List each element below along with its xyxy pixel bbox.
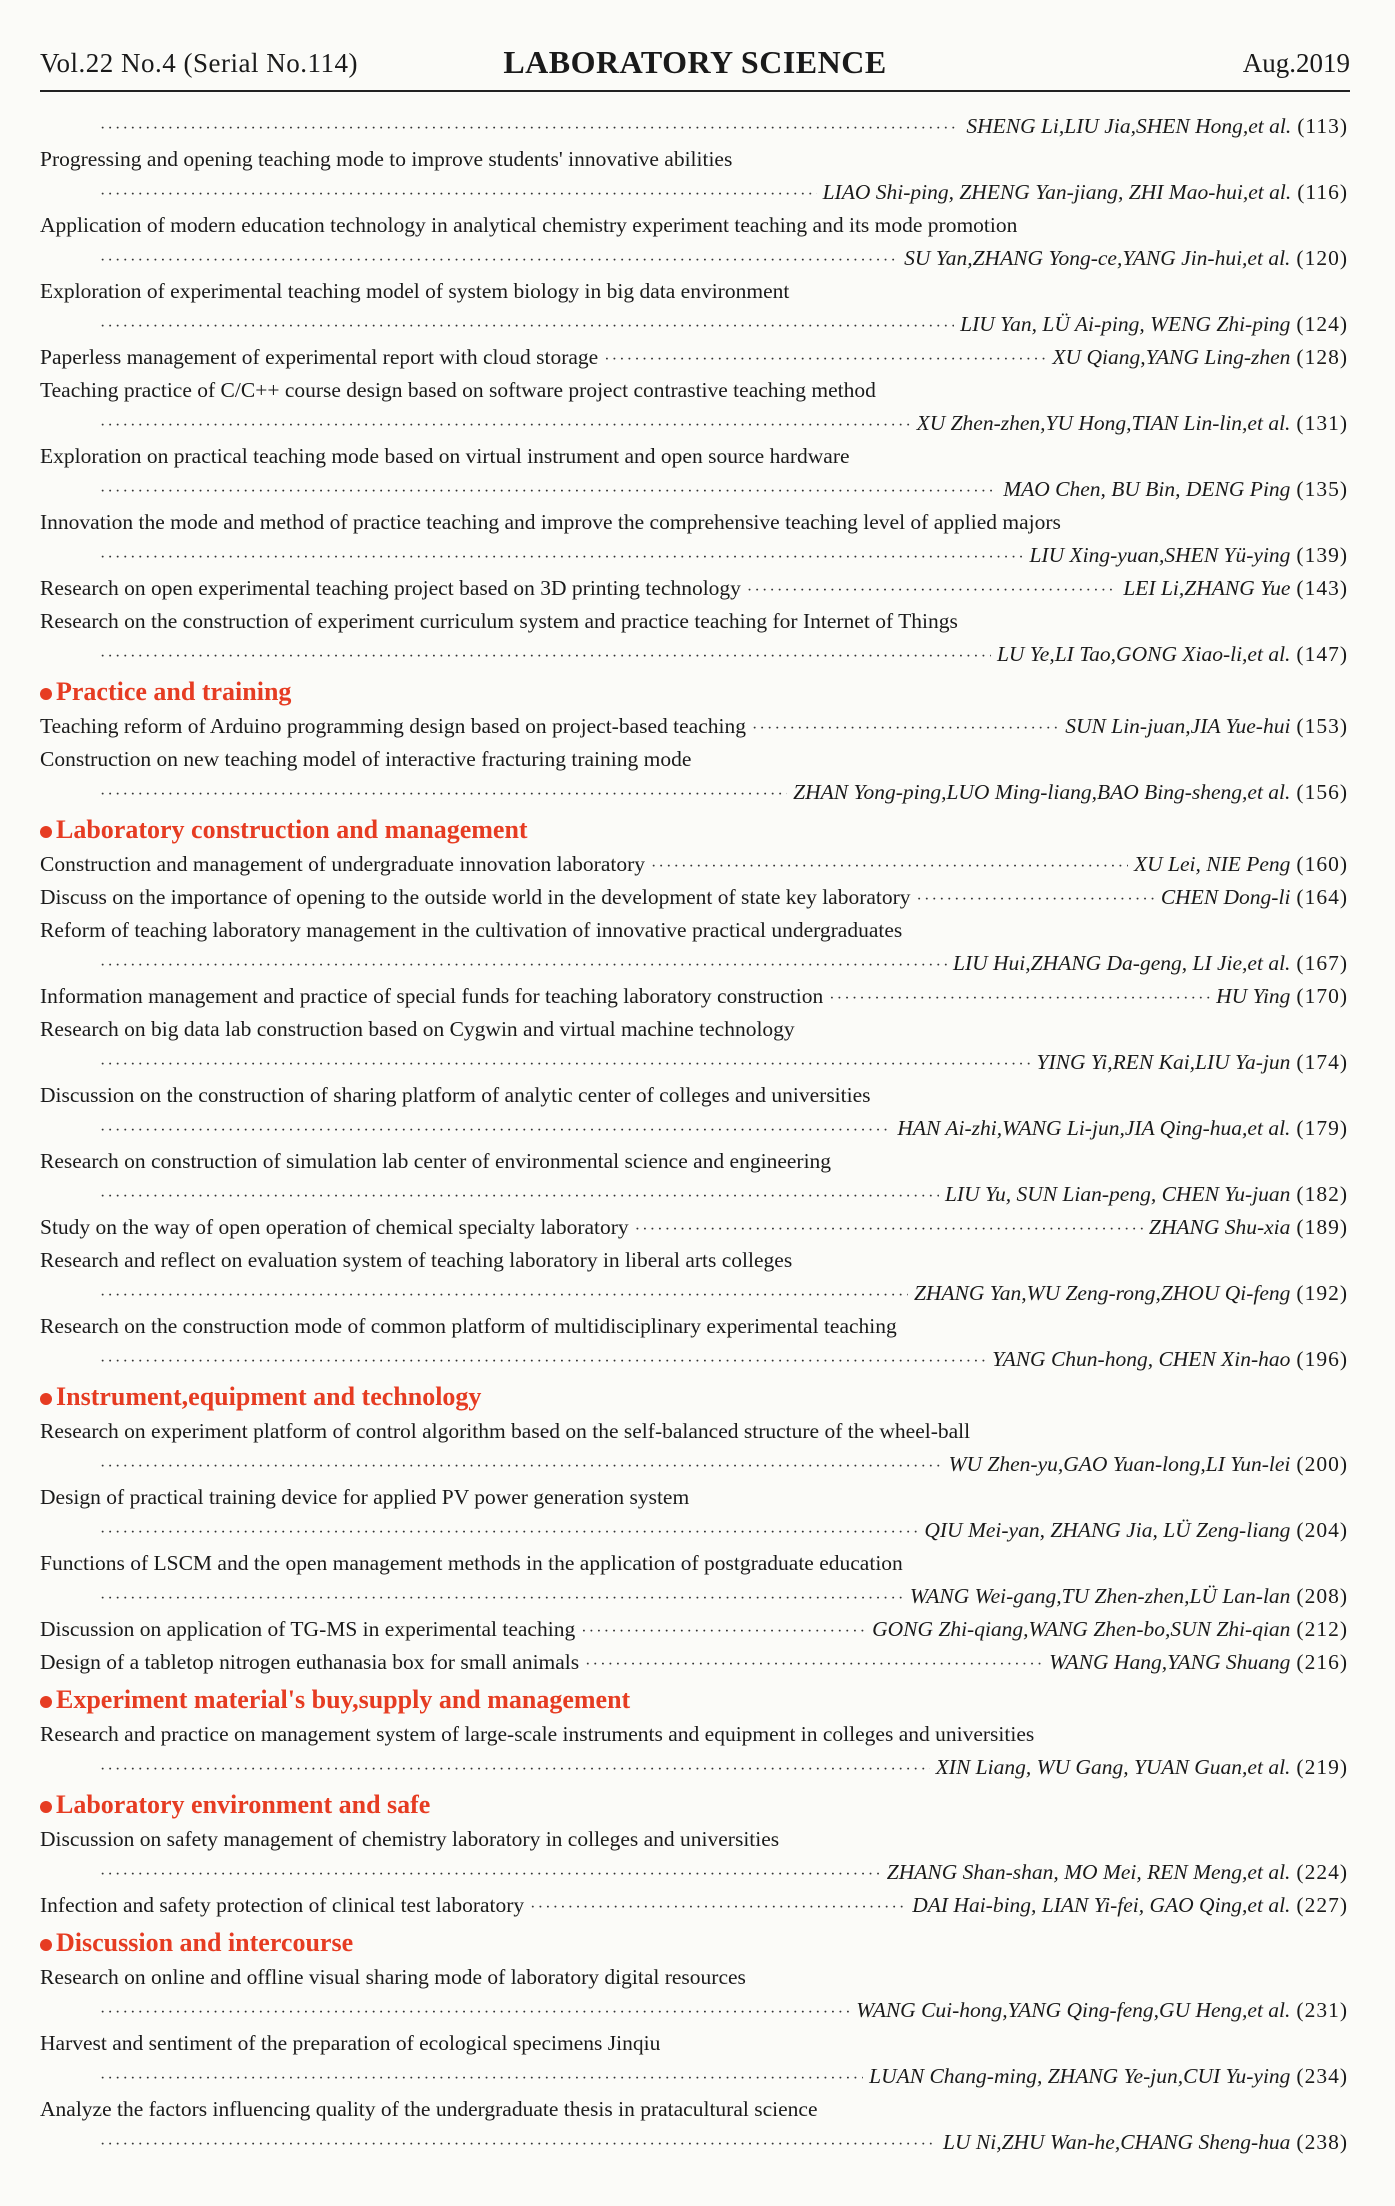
toc-entry [40, 947, 1348, 980]
dot-leader [100, 1279, 908, 1312]
article-authors: MAO Chen, BU Bin, DENG Ping [1003, 477, 1291, 501]
article-authors: LU Ye,LI Tao,GONG Xiao-li,et al. [996, 642, 1291, 666]
toc-entry [40, 1856, 1348, 1889]
toc-entry [40, 776, 1348, 809]
article-authors: GONG Zhi-qiang,WANG Zhen-bo,SUN Zhi-qian [872, 1617, 1291, 1641]
section-heading-label: Laboratory environment and safe [56, 1790, 431, 1819]
article-title[interactable]: Research on construction of simulation lab center of environmental science and engineering [40, 1149, 832, 1173]
page-number: (120) [1296, 246, 1348, 270]
toc-entry-title-row [40, 506, 1348, 539]
page-number: (182) [1296, 1182, 1348, 1206]
dot-leader [100, 1996, 850, 2029]
page-number: (231) [1296, 1998, 1348, 2022]
dot-leader [829, 982, 1210, 1015]
article-title[interactable]: Functions of LSCM and the open management methods in the application of postgraduate education [40, 1551, 903, 1575]
dot-leader [100, 640, 991, 673]
article-title[interactable]: Exploration of experimental teaching model of system biology in big data environment [40, 279, 790, 303]
dot-leader [100, 2062, 863, 2095]
article-title[interactable]: Exploration on practical teaching mode based on virtual instrument and open source hardware [40, 444, 850, 468]
toc-entry-title-row [40, 275, 1348, 308]
toc-entry [40, 881, 1348, 914]
dot-leader [917, 883, 1155, 916]
section-bullet-icon [40, 1696, 52, 1708]
dot-leader [100, 1180, 939, 1213]
dot-leader [752, 712, 1059, 745]
article-authors: DAI Hai-bing, LIAN Yi-fei, GAO Qing,et al. [912, 1893, 1291, 1917]
article-title[interactable]: Research on the construction mode of common platform of multidisciplinary experimental teaching [40, 1314, 897, 1338]
dot-leader [100, 1516, 918, 1549]
dot-leader [100, 1345, 986, 1378]
volume-info: Vol.22 No.4 (Serial No.114) [40, 48, 358, 78]
toc-entry [40, 473, 1348, 506]
toc-entry [40, 110, 1348, 143]
page-number: (170) [1296, 984, 1348, 1008]
page-number: (164) [1296, 885, 1348, 909]
toc-entry [40, 848, 1348, 881]
toc-entry-title-row [40, 1013, 1348, 1046]
section-heading [40, 674, 1348, 710]
toc-entry [40, 1178, 1348, 1211]
page-number: (227) [1296, 1893, 1348, 1917]
page-number: (124) [1296, 312, 1348, 336]
article-authors: XU Lei, NIE Peng [1133, 852, 1291, 876]
article-title[interactable]: Reform of teaching laboratory management in the cultivation of innovative practical undergraduates [40, 918, 903, 942]
section-heading [40, 1925, 1348, 1961]
dot-leader [100, 1450, 943, 1483]
toc-entry [40, 539, 1348, 572]
article-authors: WU Zhen-yu,GAO Yuan-long,LI Yun-lei [948, 1452, 1291, 1476]
article-title[interactable]: Research on open experimental teaching project based on 3D printing technology [40, 576, 741, 600]
section-bullet-icon [40, 1393, 52, 1405]
article-title[interactable]: Paperless management of experimental report with cloud storage [40, 345, 599, 369]
toc-entry-title-row [40, 1310, 1348, 1343]
toc-entry [40, 1343, 1348, 1376]
article-authors: QIU Mei-yan, ZHANG Jia, LÜ Zeng-liang [924, 1518, 1291, 1542]
page-number: (219) [1296, 1755, 1348, 1779]
journal-title: LABORATORY SCIENCE [503, 44, 887, 80]
dot-leader [100, 244, 898, 277]
toc-entry-title-row [40, 440, 1348, 473]
article-authors: ZHANG Yan,WU Zeng-rong,ZHOU Qi-feng [913, 1281, 1291, 1305]
article-title[interactable]: Study on the way of open operation of chemical specialty laboratory [40, 1215, 629, 1239]
issue-date: Aug.2019 [1242, 48, 1350, 78]
section-heading-label: Laboratory construction and management [56, 815, 528, 844]
toc-entry [40, 1889, 1348, 1922]
page-number: (238) [1296, 2130, 1348, 2154]
section-heading-label: Practice and training [56, 677, 292, 706]
page-number: (143) [1296, 576, 1348, 600]
page-number: (167) [1296, 951, 1348, 975]
section-bullet-icon [40, 826, 52, 838]
page-number: (147) [1296, 642, 1348, 666]
page-number: (192) [1296, 1281, 1348, 1305]
article-authors: ZHAN Yong-ping,LUO Ming-liang,BAO Bing-sheng,et al. [793, 780, 1291, 804]
article-authors: SUN Lin-juan,JIA Yue-hui [1065, 714, 1291, 738]
dot-leader [100, 541, 1023, 574]
dot-leader [100, 949, 947, 982]
article-authors: XU Qiang,YANG Ling-zhen [1052, 345, 1291, 369]
toc-entry-title-row [40, 2093, 1348, 2126]
toc-entry [40, 407, 1348, 440]
page-number: (208) [1296, 1584, 1348, 1608]
page-number: (200) [1296, 1452, 1348, 1476]
article-authors: ZHANG Shan-shan, MO Mei, REN Meng,et al. [886, 1860, 1291, 1884]
page-number: (179) [1296, 1116, 1348, 1140]
dot-leader [100, 409, 911, 442]
article-title[interactable]: Construction and management of undergraduate innovation laboratory [40, 852, 646, 876]
toc-entry [40, 2060, 1348, 2093]
dot-leader [100, 1048, 1031, 1081]
toc-entry-title-row [40, 1244, 1348, 1277]
article-authors: LIU Yu, SUN Lian-peng, CHEN Yu-juan [944, 1182, 1291, 1206]
section-bullet-icon [40, 688, 52, 700]
article-authors: WANG Wei-gang,TU Zhen-zhen,LÜ Lan-lan [909, 1584, 1291, 1608]
article-title[interactable]: Application of modern education technology in analytical chemistry experiment teaching and its mode promotion [40, 213, 1018, 237]
page-number: (131) [1296, 411, 1348, 435]
dot-leader [635, 1213, 1143, 1246]
page-number: (174) [1296, 1050, 1348, 1074]
dot-leader [100, 1858, 881, 1891]
dot-leader [585, 1648, 1043, 1681]
article-title[interactable]: Analyze the factors influencing quality of the undergraduate thesis in pratacultural science [40, 2097, 818, 2121]
article-title[interactable]: Teaching practice of C/C++ course design based on software project contrastive teaching method [40, 378, 876, 402]
toc-entry [40, 1448, 1348, 1481]
page-number: (204) [1296, 1518, 1348, 1542]
toc-entry [40, 1751, 1348, 1784]
toc-entry [40, 2126, 1348, 2159]
toc-entry-title-row [40, 1481, 1348, 1514]
article-authors: XIN Liang, WU Gang, YUAN Guan,et al. [935, 1755, 1291, 1779]
article-title[interactable]: Design of a tabletop nitrogen euthanasia box for small animals [40, 1650, 580, 1674]
article-title[interactable]: Research on online and offline visual sharing mode of laboratory digital resources [40, 1965, 746, 1989]
page-number: (113) [1297, 114, 1348, 138]
toc-entry-title-row [40, 1547, 1348, 1580]
section-bullet-icon [40, 1939, 52, 1951]
article-authors: CHEN Dong-li [1160, 885, 1291, 909]
toc-entry-title-row [40, 374, 1348, 407]
toc-entry [40, 308, 1348, 341]
page-number: (160) [1296, 852, 1348, 876]
article-authors: LIU Hui,ZHANG Da-geng, LI Jie,et al. [953, 951, 1291, 975]
article-title[interactable]: Research and reflect on evaluation system of teaching laboratory in liberal arts colleges [40, 1248, 793, 1272]
page-header [40, 40, 1350, 92]
dot-leader [581, 1615, 866, 1648]
toc-entry-title-row [40, 605, 1348, 638]
article-authors: LEI Li,ZHANG Yue [1123, 576, 1291, 600]
toc-entry [40, 710, 1348, 743]
article-title[interactable]: Innovation the mode and method of practice teaching and improve the comprehensive teaching level of applied majors [40, 510, 1061, 534]
article-authors: LIAO Shi-ping, ZHENG Yan-jiang, ZHI Mao-hui,et al. [822, 180, 1292, 204]
toc-entry [40, 1112, 1348, 1145]
article-title[interactable]: Discussion on safety management of chemistry laboratory in colleges and universities [40, 1827, 780, 1851]
toc-entry-title-row [40, 1079, 1348, 1112]
article-title[interactable]: Information management and practice of special funds for teaching laboratory construction [40, 984, 824, 1008]
dot-leader [604, 343, 1046, 376]
dot-leader [100, 2128, 937, 2161]
dot-leader [747, 574, 1117, 607]
section-heading [40, 1787, 1348, 1823]
toc-entry [40, 1994, 1348, 2027]
toc-entry-title-row [40, 914, 1348, 947]
toc-entry [40, 572, 1348, 605]
page-number: (128) [1296, 345, 1348, 369]
article-authors: LU Ni,ZHU Wan-he,CHANG Sheng-hua [943, 2130, 1291, 2154]
article-title[interactable]: Research on big data lab construction based on Cygwin and virtual machine technology [40, 1017, 795, 1041]
toc-entry [40, 1277, 1348, 1310]
article-title[interactable]: Design of practical training device for applied PV power generation system [40, 1485, 690, 1509]
toc-entry [40, 242, 1348, 275]
article-authors: ZHANG Shu-xia [1148, 1215, 1291, 1239]
toc-entry-title-row [40, 1415, 1348, 1448]
article-authors: SU Yan,ZHANG Yong-ce,YANG Jin-hui,et al. [904, 246, 1291, 270]
toc-entry [40, 980, 1348, 1013]
dot-leader [100, 310, 954, 343]
page-number: (139) [1296, 543, 1348, 567]
toc-entry [40, 1613, 1348, 1646]
article-authors: SHENG Li,LIU Jia,SHEN Hong,et al. [966, 114, 1292, 138]
dot-leader [100, 475, 997, 508]
dot-leader [100, 178, 817, 211]
page-number: (189) [1296, 1215, 1348, 1239]
article-authors: XU Zhen-zhen,YU Hong,TIAN Lin-lin,et al. [916, 411, 1291, 435]
article-authors: WANG Hang,YANG Shuang [1049, 1650, 1291, 1674]
page-number: (216) [1296, 1650, 1348, 1674]
article-title[interactable]: Research on the construction of experiment curriculum system and practice teaching for Internet of Things [40, 609, 958, 633]
toc-entry [40, 1646, 1348, 1679]
toc-entry-title-row [40, 1718, 1348, 1751]
section-heading [40, 1682, 1348, 1718]
article-title[interactable]: Discussion on the construction of sharing platform of analytic center of colleges and universities [40, 1083, 871, 1107]
toc-entry [40, 1211, 1348, 1244]
dot-leader [100, 778, 787, 811]
section-heading [40, 812, 1348, 848]
toc-entry-title-row [40, 1823, 1348, 1856]
dot-leader [100, 1753, 930, 1786]
toc-entry [40, 176, 1348, 209]
section-heading [40, 1379, 1348, 1415]
article-authors: LUAN Chang-ming, ZHANG Ye-jun,CUI Yu-ying [869, 2064, 1291, 2088]
section-heading-label: Instrument,equipment and technology [56, 1382, 482, 1411]
section-heading-label: Experiment material's buy,supply and management [56, 1685, 631, 1714]
article-title[interactable]: Research and practice on management system of large-scale instruments and equipment in colleges and universities [40, 1722, 1035, 1746]
article-authors: LIU Yan, LÜ Ai-ping, WENG Zhi-ping [960, 312, 1291, 336]
article-title[interactable]: Construction on new teaching model of interactive fracturing training mode [40, 747, 692, 771]
dot-leader [100, 112, 960, 145]
section-bullet-icon [40, 1801, 52, 1813]
article-title[interactable]: Discussion on application of TG-MS in experimental teaching [40, 1617, 576, 1641]
page-number: (156) [1296, 780, 1348, 804]
toc-entry-title-row [40, 209, 1348, 242]
page-number: (153) [1296, 714, 1348, 738]
page-number: (116) [1297, 180, 1348, 204]
page-number: (196) [1296, 1347, 1348, 1371]
article-authors: HU Ying [1216, 984, 1291, 1008]
article-authors: HAN Ai-zhi,WANG Li-jun,JIA Qing-hua,et al. [897, 1116, 1291, 1140]
toc-entry-title-row [40, 1961, 1348, 1994]
page-number: (212) [1296, 1617, 1348, 1641]
dot-leader [651, 850, 1128, 883]
table-of-contents [40, 110, 1348, 2159]
article-title[interactable]: Progressing and opening teaching mode to improve students' innovative abilities [40, 147, 733, 171]
toc-entry [40, 638, 1348, 671]
dot-leader [100, 1582, 904, 1615]
article-title[interactable]: Research on experiment platform of control algorithm based on the self-balanced structure of the wheel-ball [40, 1419, 971, 1443]
article-title[interactable]: Teaching reform of Arduino programming design based on project-based teaching [40, 714, 746, 738]
dot-leader [100, 1114, 891, 1147]
article-title[interactable]: Discuss on the importance of opening to the outside world in the development of state key laboratory [40, 885, 911, 909]
article-authors: WANG Cui-hong,YANG Qing-feng,GU Heng,et al. [856, 1998, 1291, 2022]
page-number: (234) [1296, 2064, 1348, 2088]
toc-entry [40, 1046, 1348, 1079]
toc-entry-title-row [40, 1145, 1348, 1178]
page-number: (224) [1296, 1860, 1348, 1884]
article-authors: LIU Xing-yuan,SHEN Yü-ying [1029, 543, 1291, 567]
article-authors: YING Yi,REN Kai,LIU Ya-jun [1036, 1050, 1291, 1074]
toc-entry [40, 341, 1348, 374]
article-title[interactable]: Harvest and sentiment of the preparation of ecological specimens Jinqiu [40, 2031, 661, 2055]
article-title[interactable]: Infection and safety protection of clinical test laboratory [40, 1893, 525, 1917]
page-number: (135) [1296, 477, 1348, 501]
dot-leader [530, 1891, 906, 1924]
toc-entry-title-row [40, 143, 1348, 176]
article-authors: YANG Chun-hong, CHEN Xin-hao [992, 1347, 1291, 1371]
toc-entry [40, 1514, 1348, 1547]
toc-entry-title-row [40, 2027, 1348, 2060]
toc-entry-title-row [40, 743, 1348, 776]
toc-entry [40, 1580, 1348, 1613]
section-heading-label: Discussion and intercourse [56, 1928, 354, 1957]
